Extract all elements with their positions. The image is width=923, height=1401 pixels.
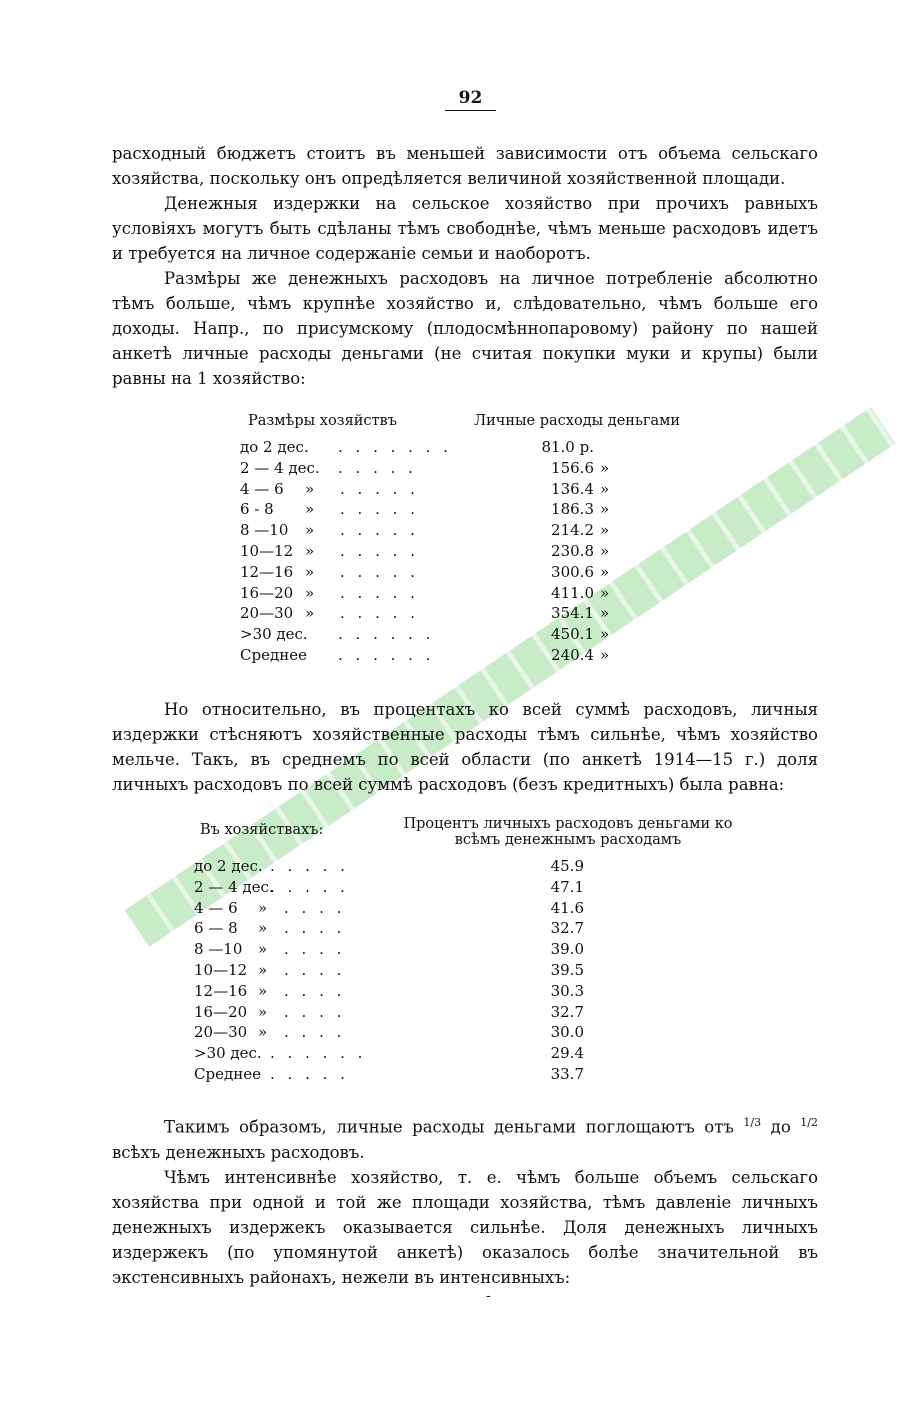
row-value-ditto: » [600,479,610,498]
paragraph-2: Денежныя издержки на сельское хозяйство при прочихъ равныхъ условіяхъ могутъ быть сдѣланы тѣмъ свободнѣе, чѣмъ меньше расходовъ идетъ и требуется на личное содержаніе семьи и наоборотъ. [112,194,818,263]
table-row [0,918,923,939]
row-value-ditto: » [600,521,610,540]
fraction-text-mid: до [761,1117,801,1137]
table-row [0,624,923,645]
row-size-ditto: » [305,542,315,560]
table-row [0,541,923,562]
table-row [0,877,923,898]
row-leader-dots: . . . . . . . [338,438,452,456]
row-value: 186.3 [551,500,594,519]
table-row [0,603,923,624]
table-row [0,520,923,541]
row-leader-dots: . . . . . [338,458,417,477]
row-value: 39.0 [550,940,584,959]
table-row [0,499,923,520]
row-value: 41.6 [550,898,584,917]
row-size-ditto: » [258,1023,268,1042]
row-size-label: до 2 дес. [194,857,263,875]
row-size-label: 2 — 4 дес. [194,877,274,896]
table1-header-value: Личные расходы деньгами [474,413,681,429]
table-row [0,437,923,458]
row-value: 354.1 [551,604,594,623]
row-value: 47.1 [550,877,584,896]
row-value: 32.7 [550,1002,584,1021]
row-size-label: 4 — 6 [240,479,284,498]
row-size-ditto: » [258,981,268,1000]
row-size-label: 16—20 [240,583,294,602]
row-value: 240.4 [551,646,594,664]
row-size-ditto: » [305,562,315,581]
middle-text-block [112,697,818,797]
paragraph-4: Но относительно, въ процентахъ ко всей суммѣ расходовъ, личныя издержки стѣсняютъ хозяйственные расходы тѣмъ сильнѣе, чѣмъ хозяйство мельче. Такъ, въ среднемъ по всей области (по анкетѣ 1914—15 г.) доля личныхъ расходовъ по всей суммѣ расходовъ (безъ кредитныхъ) была равна: [112,700,818,794]
row-leader-dots: . . . . . [270,857,349,875]
row-value-ditto: » [600,458,610,477]
table-row [0,458,923,479]
row-leader-dots: . . . . . [270,1065,349,1083]
row-value: 32.7 [550,919,584,938]
table-row [0,856,923,877]
row-value: 450.1 [551,625,594,644]
table-row [0,1022,923,1043]
row-leader-dots: . . . . [284,961,346,979]
row-size-ditto: » [305,604,315,623]
row-size-label: >30 дес. [240,625,308,644]
table-row [0,939,923,960]
row-value: 300.6 [551,562,594,581]
row-value-ditto: » [600,646,610,664]
row-size-ditto: » [258,940,268,959]
row-leader-dots: . . . . . . [338,646,435,664]
fraction-text-before: Такимъ образомъ, личные расходы деньгами поглощаютъ отъ [164,1117,744,1137]
table-row [0,479,923,500]
table1-header-size: Размѣры хозяйствъ [248,413,397,429]
row-leader-dots: . . . . . [340,479,419,498]
row-size-label: Среднее [240,646,307,664]
row-size-ditto: » [305,521,315,540]
table2-header-value [388,816,748,848]
row-leader-dots: . . . . [284,1002,346,1021]
row-leader-dots: . . . . . [340,562,419,581]
row-size-label: 12—16 [194,981,248,1000]
row-size-label: 20—30 [240,604,294,623]
row-value: 81.0 р. [541,438,594,456]
table2-header-size: Въ хозяйствахъ: [200,822,324,838]
row-leader-dots: . . . . . [340,542,419,560]
paragraph-3: Размѣры же денежныхъ расходовъ на личное потребленіе абсолютно тѣмъ больше, чѣмъ крупнѣе хозяйство и, слѣдовательно, чѣмъ больше его доходы. Напр., по присумскому (плодосмѣннопаровому) району по нашей анкетѣ личные расходы деньгами (не считая покупки муки и крупы) были равны на 1 хозяйство: [112,269,818,388]
row-value: 39.5 [550,961,584,979]
row-value-ditto: » [600,604,610,623]
table-row [0,898,923,919]
row-leader-dots: . . . . [284,919,346,938]
row-size-label: 4 — 6 [194,898,238,917]
row-size-label: 6 - 8 [240,500,274,519]
row-size-label: 8 —10 [194,940,243,959]
row-value: 30.0 [550,1023,584,1042]
row-size-label: 12—16 [240,562,294,581]
row-value: 29.4 [550,1044,584,1063]
row-leader-dots: . . . . [284,898,346,917]
fraction-text-after: всѣхъ денежныхъ расходовъ. [112,1142,365,1162]
table2-header-value-line1: Процентъ личныхъ расходовъ деньгами ко [403,816,733,832]
row-value: 230.8 [551,542,594,560]
paragraph-1: расходный бюджетъ стоитъ въ меньшей зависимости отъ объема сельскаго хозяйства, поскольку онъ опредѣляется величиной хозяйственной площади. [112,144,818,188]
row-size-ditto: » [305,479,315,498]
row-value: 214.2 [551,521,594,540]
row-leader-dots: . . . . . . [270,1044,367,1063]
row-size-label: 20—30 [194,1023,248,1042]
row-size-label: 16—20 [194,1002,248,1021]
row-size-label: 2 — 4 дес. [240,458,320,477]
row-value-ditto: » [600,583,610,602]
page-number-wrap [0,88,923,111]
table-row [0,645,923,666]
table-row [0,1064,923,1085]
top-text-block [112,141,818,391]
paragraph-6: Чѣмъ интенсивнѣе хозяйство, т. е. чѣмъ больше объемъ сельскаго хозяйства при одной и той же площади хозяйства, тѣмъ давленіе личныхъ денежныхъ издержекъ оказывается сильнѣе. Доля денежныхъ личныхъ издержекъ (по упомянутой анкетѣ) оказалось болѣе значительной въ экстенсивныхъ районахъ, нежели въ интенсивныхъ: [112,1167,818,1287]
row-size-ditto: » [258,898,268,917]
row-value-ditto: » [600,542,610,560]
row-value: 45.9 [550,857,584,875]
paragraph-5 [112,1110,818,1165]
table2-header-value-line2: всѣмъ денежнымъ расходамъ [454,832,682,848]
row-size-label: 10—12 [194,961,248,979]
row-value: 156.6 [551,458,594,477]
table-row [0,960,923,981]
row-value: 30.3 [550,981,584,1000]
row-size-ditto: » [305,500,315,519]
page-number: 92 [445,88,497,111]
row-size-ditto: » [258,919,268,938]
row-leader-dots: . . . . . [340,583,419,602]
table-row [0,981,923,1002]
row-value: 411.0 [551,583,594,602]
row-value-ditto: » [600,562,610,581]
row-size-label: Среднее [194,1065,261,1083]
row-value-ditto: » [600,500,610,519]
row-size-label: 6 — 8 [194,919,238,938]
table-row [0,562,923,583]
row-size-ditto: » [258,961,268,979]
row-value-ditto: » [600,625,610,644]
row-size-label: 10—12 [240,542,294,560]
table-row [0,1002,923,1023]
table-row [0,583,923,604]
bottom-text-block [112,1110,818,1290]
row-value: 136.4 [551,479,594,498]
row-leader-dots: . . . . [284,1023,346,1042]
row-size-ditto: » [258,1002,268,1021]
row-leader-dots: . . . . [284,981,346,1000]
fraction-one-third: 1/3 [743,1116,762,1129]
row-leader-dots: . . . . . [340,521,419,540]
footer-mark: - [486,1288,491,1304]
row-value: 33.7 [550,1065,584,1083]
row-leader-dots: . . . . . [270,877,349,896]
row-leader-dots: . . . . . [340,500,419,519]
row-size-label: до 2 дес. [240,438,309,456]
row-size-ditto: » [305,583,315,602]
row-size-label: 8 —10 [240,521,289,540]
table-row [0,1043,923,1064]
row-leader-dots: . . . . [284,940,346,959]
row-leader-dots: . . . . . [340,604,419,623]
row-size-label: >30 дес. [194,1044,262,1063]
row-leader-dots: . . . . . . [338,625,435,644]
fraction-one-half: 1/2 [800,1116,818,1129]
